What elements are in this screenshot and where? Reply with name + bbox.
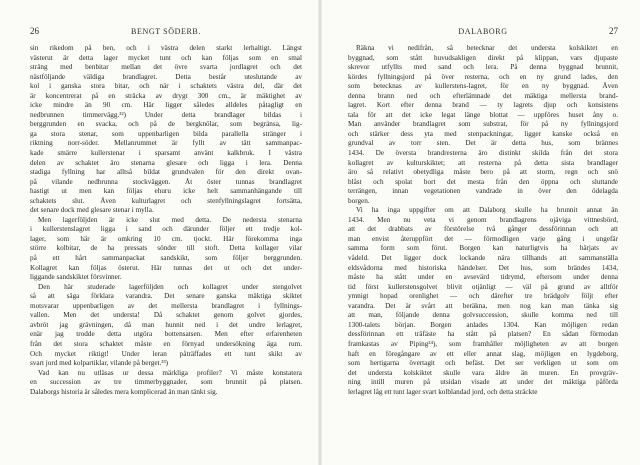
text-line: kol i ganska stora bitar, och när i schaktets västra del, där det [30,82,302,91]
text-line: icke mindre än 90 cm. Här ligger således alldeles påtagligt en [30,101,302,110]
text-line: Räkna vi nedifrån, så betecknar det understa kolskiktet en [356,44,618,52]
text-line: haft en föregångare av ett eller annat slag, möjligen en lygdeborg, [348,349,618,358]
text-line: avbröt jag grävningen, då man hunnit ned i det undre lerlagret, [30,320,302,329]
text-line: måste ha stått under en avsevärd tidrymd, eftersom under denna [348,273,618,282]
text-line: Man använder brandlagret som substrat, för på ny fyllningsjord [348,120,618,129]
text-line: eldsvådorna med historiska händelser. Det hus, som brändes 1434, [348,263,618,272]
text-line: Men lagerföljden är icke slut med detta. De nedersta stenarna [38,215,302,224]
text-line: sin rikedom på ben, och i västra delen starkt lerhaltigt. Längst [30,44,302,52]
text-line: Dalaborgs historia är således mera komplicerad än man tänkt sig. [30,387,218,396]
left-page-number: 26 [30,26,39,36]
text-line: tala för att det icke legat länge blottat — uppföres huset åny o. [348,110,618,119]
text-line: borgen. [348,196,370,205]
text-line: så att säga förklara varandra. Det senare ganska mäktiga skiktet [30,292,302,301]
text-line: större kolbitar, de ha pressats sönder till stoft. Detta kollager vilar [30,244,302,253]
left-page [30,26,302,397]
text-line: denna brann ned och efterlämnade det mäktiga mellersta brand- [348,91,618,100]
text-line: kade smärre kullerstenar i sparsamt använt kalkbruk. I västra [30,149,302,158]
text-line: byggnad, som stått huvudsakligen direkt på klippan, vars djupaste [348,53,618,62]
text-line: på vilande nedbrunna stockväggen. Åt öster tunnas brandlagret [30,177,302,186]
text-line: enär jag trodde detta utgöra bottensatsen. Men efter erfarenheten [30,330,302,339]
text-line: samma form som förut. Borgen kan naturligtvis ha härjats av [348,244,618,253]
text-line: en succession av tre timmerbyggnader, som brunnit på platsen. [30,378,302,387]
text-line: att man, följande denna golvsuccession, skulle komma ned till [348,311,618,320]
text-line: 1434. De översta brandresterna äro distinkt skilda från det stora [348,149,618,158]
text-line: det senare dock med glesare stenar i mylla. [30,206,154,215]
text-line: som betecknas av kullerstens-lagret, för en ny byggnad. Även [348,82,618,91]
text-line: liggande sandskiktet försvinner. [30,273,122,282]
text-line: dessförinnan ett träfäste ha stått på platsen? En sådan förmodan [348,330,618,339]
text-line: man envist återuppfört det — förmodligen varje gång i ungefär [348,234,618,243]
text-line: stadiga fyllning har alltså bildat grundvalen för den direkt ovan- [30,168,302,177]
text-line: ga stora stenar, som uppenbarligen bilda parallella stränger i [30,129,302,138]
text-line: äro så relativt obetydliga måste bero på att storm, regn och snö [348,168,618,177]
right-page [348,26,618,397]
book-gutter [318,0,322,465]
text-line: Vad kan nu utläsas ur dessa märkliga profiler? Vi måste konstatera [38,368,302,377]
text-line: riktning norr-söder. Mellanrummet är fyllt av tätt sammanpac- [30,139,302,148]
left-page-header [30,26,302,38]
text-line: på ett hårt sammanpackat sandskikt, som följer berggrunden. [30,254,302,263]
left-page-body [30,44,302,397]
text-line: ymnigt hopad orenlighet — och därefter tre brädgolv följt efter [348,292,618,301]
text-line: som hertigarna övertagit och befäst. Det ser verkligen ut som om [348,359,618,368]
left-running-head: BENGT SÖDERB. [131,27,201,36]
text-line: i kullerstenslagret ligga i sand och därunder följer ett tredje kol- [30,225,302,234]
text-line: vallen. Men det understa! Då schaktet genom golvet gjordes, [30,311,302,320]
text-line: och stärker dess yta med stenpackningar, ligger kanske också en [348,129,618,138]
text-line: nedbrunnen timmervägg.³²) Under detta brandlager bildas i [30,110,302,119]
text-line: framkastas av Piping³⁴), som framhåller möjligheten av att borgen [348,339,618,348]
text-line: delen av schaktet äro stenarna glesare och ligga i lera. Denna [30,158,302,167]
text-line: Och mycket riktigt! Under leran påträffades ett tunt skikt av [30,349,302,358]
text-line: lerlagret låg ett tunt lager svart kolblandad jord, och detta sträckte [348,387,538,396]
text-line: blåst och spolat bort det mesta från den öppna och sluttande [348,177,618,186]
text-line: tid först kullerstensgolvet blivit otjänligt — väl på grund av alltför [348,282,618,291]
text-line: motsvarar uppenbarligen av det mellersta brandlagret i fyllnings- [30,301,302,310]
text-line: nästföljande väldiga brandlagret. Detta består uteslutande av [30,72,302,81]
text-line: lagret. Kort efter denna brand — ty lagrets djup och konsistens [348,101,618,110]
text-line: det understa kolskiktet skulle vara äldre än muren. En provgräv- [348,368,618,377]
text-line: är koncentrerat på en sträcka av drygt 300 cm., är mäktighet av [30,91,302,100]
text-line: grundval av torr sten. Det är detta hus, som brännes [348,139,618,148]
text-line: lager, som här är omkring 10 cm. tjockt. Här förekomma inga [30,234,302,243]
right-running-head: DALABORG [458,27,508,36]
text-line: Vi ha inga uppgifter om att Dalaborg skulle ha brunnit annat än [356,206,618,215]
text-line: 1434. Men nu veta vi genom brandlagrens ojäviga vittnesbörd, [348,215,618,224]
text-line: västerut är detta lager mycket tunt och kan följas som en smal [30,53,302,62]
right-page-number: 27 [609,26,618,36]
text-line: Kollagret kan följas österut. Här tunnas det ut och det under- [30,263,302,272]
right-page-body [348,44,618,397]
text-line: terrängen, innan vegetationen vandrade in över den ödelagda [348,187,618,196]
text-line: 1300-talets början. Borgen anlades 1304. Kan möjligen redan [348,320,618,329]
text-line: sträng med benbitar mellan det övre svarta jordlagret och det [30,63,302,72]
text-line: varandra. Det är svårt att beräkna, men nog kan man tänka sig [348,301,618,310]
text-line: Den här studerade lagerföljden och kollagret under stengolvet [38,282,302,291]
text-line: skrevor utfyllts med sand och lera. På denna byggnad brunnit, [348,63,618,72]
text-line: berggrunden en svacka, och på de bergknölar, som begränsa, lig- [30,120,302,129]
text-line: schaktets slut. Även kulturlagret och stenfyllningslagret fortsätta, [30,196,302,205]
text-line: vådeld. Det ligger dock lockande nära tillhands att sammanställa [348,254,618,263]
text-line: kördes fyllningsjord på över resterna, och en ny grund lades, den [348,72,618,81]
text-line: svart jord med kolpartiklar, vilande på berget.³³) [30,359,169,368]
right-page-header [348,26,618,38]
text-line: hastigt ut men kan följas ehuru icke helt sammanhängande till [30,187,302,196]
text-line: kollagret av kulturskiktet; att resterna på detta sista brandlager [348,158,618,167]
text-line: att det drabbats av förstörelse två gånger dessförinnan och att [348,225,618,234]
text-line: ning intill muren på utsidan visade att under det mäktiga påförda [348,378,618,387]
text-line: från det stora schaktet måste en förnyad undersökning äga rum. [30,339,302,348]
